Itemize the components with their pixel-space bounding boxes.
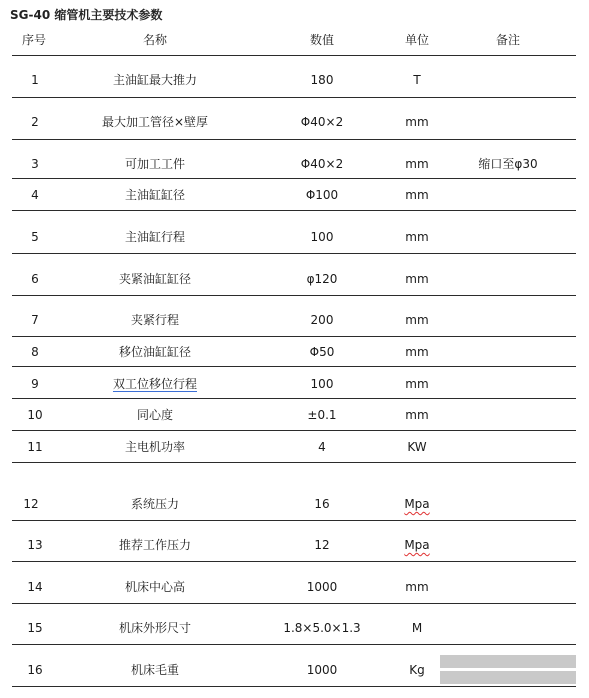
cell-name: 推荐工作压力 bbox=[118, 538, 191, 552]
row-rule bbox=[12, 398, 576, 399]
cell-no: 12 bbox=[23, 497, 39, 511]
cell-unit: mm bbox=[405, 230, 429, 244]
row-rule bbox=[12, 336, 576, 337]
cell-name: 机床中心高 bbox=[124, 580, 185, 594]
cell-unit: mm bbox=[405, 377, 429, 391]
cell-no: 14 bbox=[27, 580, 43, 594]
cell-unit: T bbox=[413, 73, 421, 87]
row-rule bbox=[12, 97, 576, 98]
cell-no: 15 bbox=[27, 621, 43, 635]
cell-name: 主油缸最大推力 bbox=[112, 73, 197, 87]
cell-value: 180 bbox=[310, 73, 334, 87]
cell-value: 1000 bbox=[306, 580, 338, 594]
cell-unit: KW bbox=[407, 440, 427, 454]
row-rule bbox=[12, 178, 576, 179]
cell-name: 移位油缸缸径 bbox=[118, 345, 191, 359]
cell-no: 3 bbox=[31, 157, 39, 171]
cell-value: 1000 bbox=[306, 663, 338, 677]
cell-no: 16 bbox=[27, 663, 43, 677]
header-rule bbox=[12, 55, 576, 56]
cell-no: 1 bbox=[31, 73, 39, 87]
cell-note: 缩口至φ30 bbox=[478, 157, 538, 171]
cell-no: 8 bbox=[31, 345, 39, 359]
cell-unit: mm bbox=[405, 115, 429, 129]
row-rule bbox=[12, 644, 576, 645]
cell-value: 16 bbox=[314, 497, 330, 511]
row-rule bbox=[12, 366, 576, 367]
cell-value: Φ50 bbox=[309, 345, 335, 359]
cell-value: Φ40×2 bbox=[300, 115, 344, 129]
cell-unit: mm bbox=[405, 408, 429, 422]
cell-name-text: 双工位移位行程 bbox=[112, 377, 197, 391]
cell-unit-text: Mpa bbox=[404, 538, 430, 552]
cell-unit: mm bbox=[405, 157, 429, 171]
cell-value: 100 bbox=[310, 230, 334, 244]
cell-name: 夹紧行程 bbox=[130, 313, 179, 327]
cell-unit: M bbox=[411, 621, 423, 635]
cell-value: 100 bbox=[310, 377, 334, 391]
cell-name: 机床外形尺寸 bbox=[118, 621, 191, 635]
header-value: 数值 bbox=[309, 33, 334, 47]
cell-no: 11 bbox=[27, 440, 43, 454]
shaded-cell-bottom bbox=[440, 671, 576, 684]
cell-unit bbox=[390, 538, 444, 552]
cell-name: 主电机功率 bbox=[124, 440, 185, 454]
cell-unit: mm bbox=[405, 313, 429, 327]
cell-value: 200 bbox=[310, 313, 334, 327]
header-note: 备注 bbox=[495, 33, 520, 47]
row-rule bbox=[12, 520, 576, 521]
cell-no: 9 bbox=[31, 377, 39, 391]
cell-name: 系统压力 bbox=[130, 497, 179, 511]
cell-value: Φ100 bbox=[305, 188, 339, 202]
cell-name: 可加工工件 bbox=[124, 157, 185, 171]
cell-no: 2 bbox=[31, 115, 39, 129]
cell-unit: Kg bbox=[409, 663, 425, 677]
cell-value: 12 bbox=[314, 538, 330, 552]
cell-unit: mm bbox=[405, 272, 429, 286]
row-rule bbox=[12, 561, 576, 562]
header-unit: 单位 bbox=[404, 33, 429, 47]
cell-value: φ120 bbox=[306, 272, 338, 286]
shaded-cell-top bbox=[440, 655, 576, 668]
cell-name: 最大加工管径×壁厚 bbox=[101, 115, 209, 129]
cell-no: 5 bbox=[31, 230, 39, 244]
cell-unit: mm bbox=[405, 188, 429, 202]
row-rule bbox=[12, 295, 576, 296]
table-bottom-rule bbox=[12, 686, 576, 687]
row-rule bbox=[12, 603, 576, 604]
cell-name bbox=[95, 377, 215, 391]
cell-value: Φ40×2 bbox=[300, 157, 344, 171]
cell-name: 机床毛重 bbox=[130, 663, 179, 677]
cell-no: 10 bbox=[27, 408, 43, 422]
header-name: 名称 bbox=[142, 33, 167, 47]
cell-no: 13 bbox=[27, 538, 43, 552]
row-rule bbox=[12, 210, 576, 211]
cell-unit bbox=[390, 497, 444, 511]
header-no: 序号 bbox=[22, 33, 47, 47]
cell-name: 主油缸行程 bbox=[124, 230, 185, 244]
cell-value: 1.8×5.0×1.3 bbox=[283, 621, 361, 635]
cell-no: 4 bbox=[31, 188, 39, 202]
row-rule bbox=[12, 139, 576, 140]
cell-unit: mm bbox=[405, 345, 429, 359]
cell-no: 6 bbox=[31, 272, 39, 286]
cell-unit: mm bbox=[405, 580, 429, 594]
cell-unit-text: Mpa bbox=[404, 497, 430, 511]
row-rule bbox=[12, 462, 576, 463]
cell-name: 同心度 bbox=[136, 408, 173, 422]
cell-value: 4 bbox=[318, 440, 326, 454]
cell-name: 主油缸缸径 bbox=[124, 188, 185, 202]
row-rule bbox=[12, 253, 576, 254]
cell-name: 夹紧油缸缸径 bbox=[118, 272, 191, 286]
cell-no: 7 bbox=[31, 313, 39, 327]
cell-value: ±0.1 bbox=[307, 408, 337, 422]
page-title: SG-40 缩管机主要技术参数 bbox=[10, 8, 163, 22]
row-rule bbox=[12, 430, 576, 431]
